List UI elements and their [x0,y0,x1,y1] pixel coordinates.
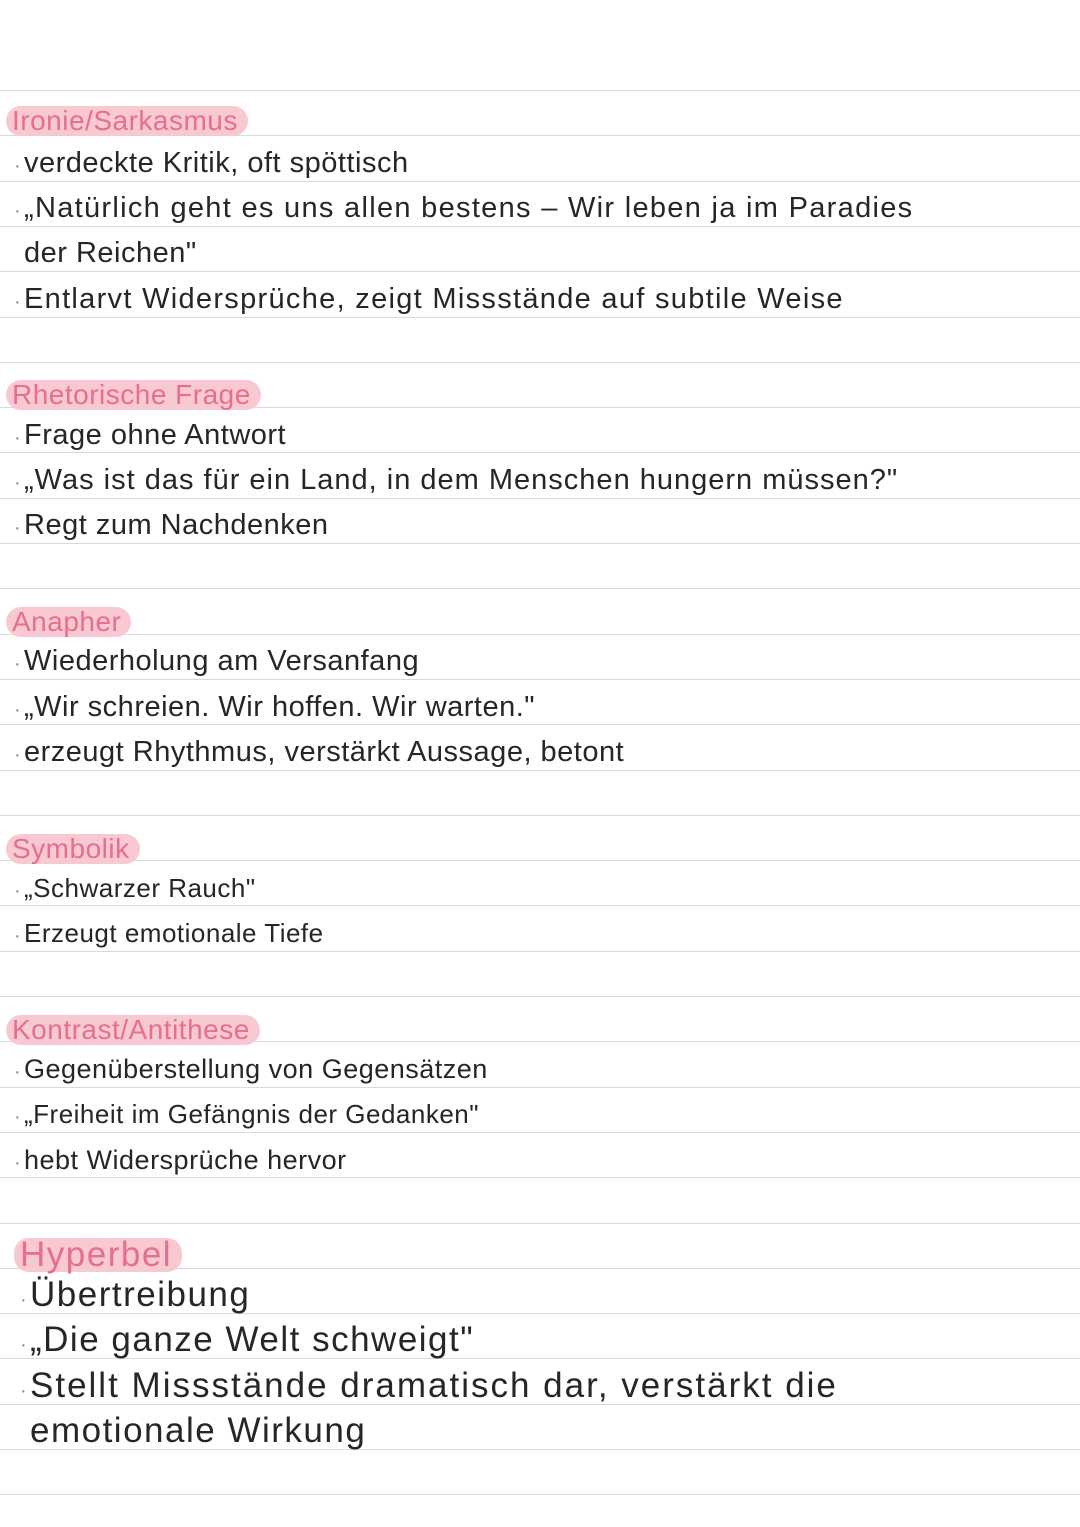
bullet-dot-icon: · [14,517,22,539]
note-line [14,1094,479,1134]
note-line [30,1411,366,1451]
note-line [24,233,197,273]
bullet-dot-icon: · [14,291,22,313]
note-line [14,641,419,681]
note-text: Gegenüberstellung von Gegensätzen [24,1054,488,1084]
ruled-line [0,996,1080,997]
note-text: „Wir schreien. Wir hoffen. Wir warten." [24,691,536,723]
note-text: Entlarvt Widersprüche, zeigt Missstände auf subtile Weise [24,283,844,315]
note-line [14,1140,347,1180]
note-line [20,1275,250,1315]
note-text: Frage ohne Antwort [24,419,287,451]
section-heading-hyperbel: Hyperbel [14,1238,182,1272]
note-line [14,732,624,772]
bullet-dot-icon: · [14,1061,22,1083]
note-line [14,188,913,228]
note-text: hebt Widersprüche hervor [24,1145,347,1175]
note-text: „Schwarzer Rauch" [24,873,256,903]
ruled-line [0,1494,1080,1495]
bullet-dot-icon: · [14,472,22,494]
note-line [14,687,535,727]
bullet-dot-icon: · [14,200,22,222]
note-text: „Was ist das für ein Land, in dem Menschen hungern müssen?" [24,464,899,496]
bullet-dot-icon: · [14,1106,22,1128]
note-text: Wiederholung am Versanfang [24,645,420,677]
note-text: der Reichen" [24,237,197,269]
bullet-dot-icon: · [14,925,22,947]
note-text: „Natürlich geht es uns allen bestens – Wir leben ja im Paradies [24,192,914,224]
note-line [14,460,898,500]
note-text: „Die ganze Welt schweigt" [30,1320,475,1359]
section-heading-ironie: Ironie/Sarkasmus [6,106,248,136]
bullet-dot-icon: · [20,1289,29,1311]
note-line [20,1320,474,1360]
note-text: Übertreibung [30,1275,251,1314]
ruled-line [0,815,1080,816]
note-line [14,868,256,908]
ruled-line [0,860,1080,861]
bullet-dot-icon: · [14,880,22,902]
note-line [14,1049,488,1089]
note-line [14,415,286,455]
bullet-dot-icon: · [14,427,22,449]
section-heading-rhetorische-frage: Rhetorische Frage [6,380,261,410]
note-line [14,143,409,183]
bullet-dot-icon: · [14,699,22,721]
note-text: erzeugt Rhythmus, verstärkt Aussage, betont [24,736,625,768]
ruled-line [0,90,1080,91]
bullet-dot-icon: · [20,1380,29,1402]
bullet-dot-icon: · [14,155,22,177]
bullet-dot-icon: · [14,653,22,675]
note-line [14,913,324,953]
note-line [14,279,844,319]
note-line [14,505,329,545]
ruled-line [0,634,1080,635]
note-line [20,1366,838,1406]
ruled-line [0,1223,1080,1224]
section-heading-symbolik: Symbolik [6,834,140,864]
section-heading-kontrast-antithese: Kontrast/Antithese [6,1015,260,1045]
note-text: Regt zum Nachdenken [24,509,329,541]
note-text: Erzeugt emotionale Tiefe [24,918,324,948]
note-text: Stellt Missstände dramatisch dar, verstärkt die [30,1366,838,1405]
note-text: „Freiheit im Gefängnis der Gedanken" [24,1099,479,1129]
note-text: emotionale Wirkung [30,1411,367,1450]
ruled-line [0,362,1080,363]
section-heading-anapher: Anapher [6,607,131,637]
bullet-dot-icon: · [20,1334,29,1356]
bullet-dot-icon: · [14,1152,22,1174]
ruled-line [0,588,1080,589]
note-text: verdeckte Kritik, oft spöttisch [24,147,409,179]
bullet-dot-icon: · [14,744,22,766]
